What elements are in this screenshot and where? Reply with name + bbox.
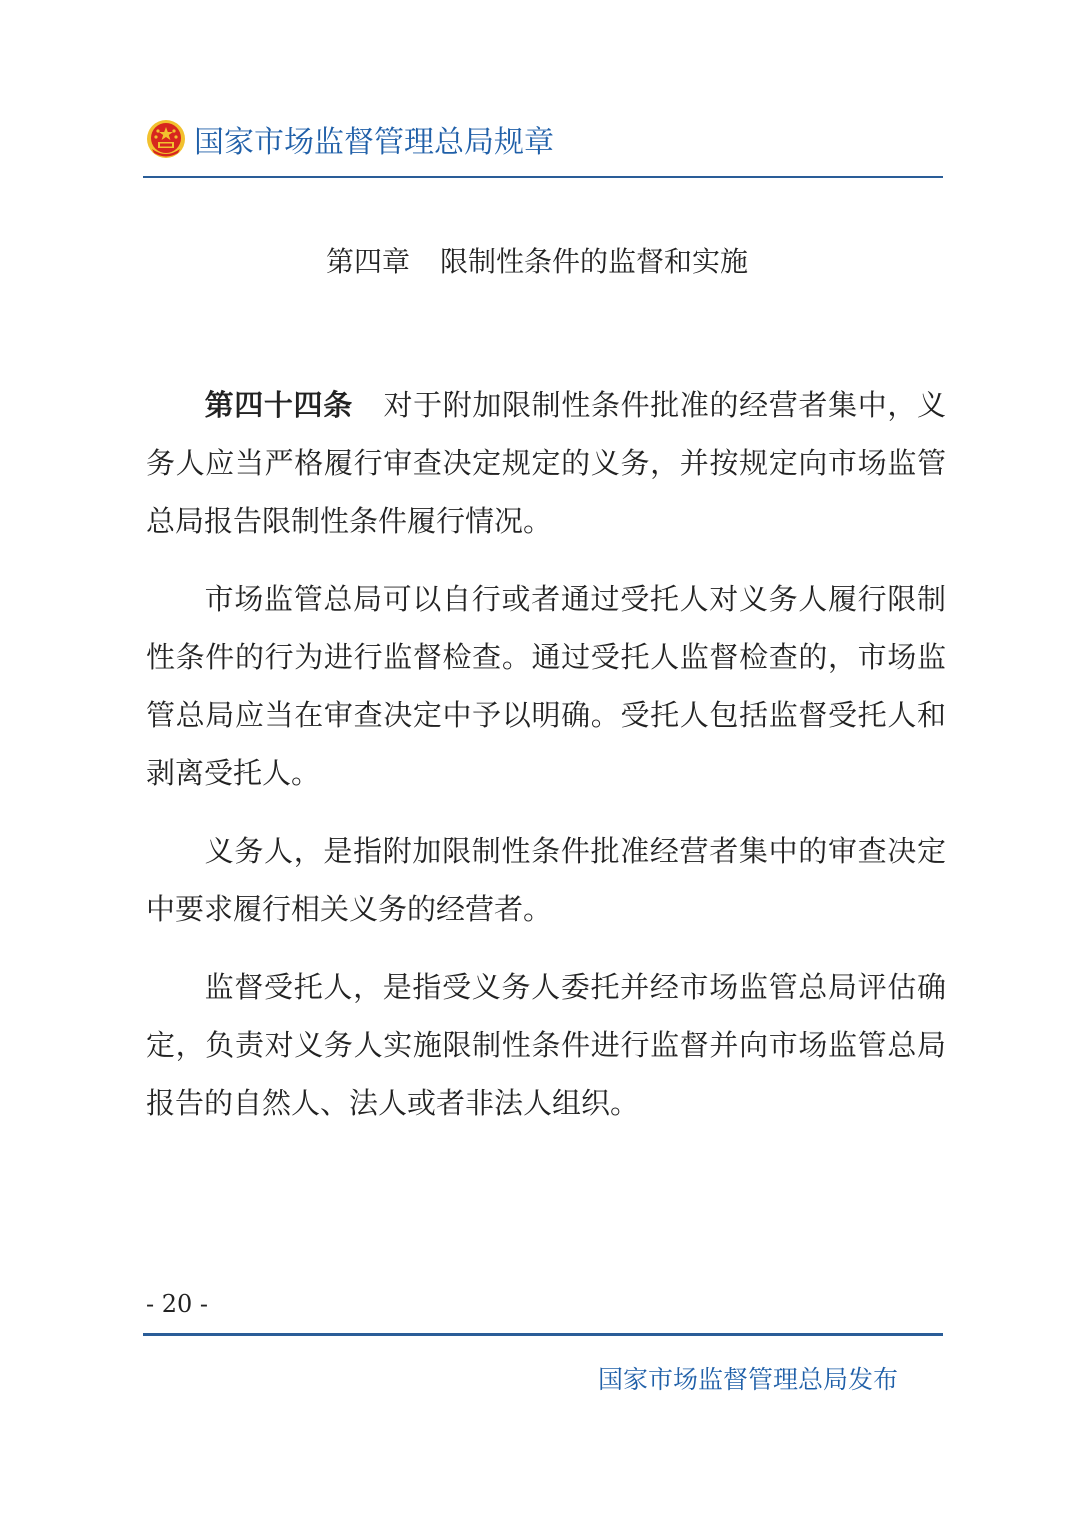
footer-divider xyxy=(143,1333,943,1336)
footer-publisher: 国家市场监督管理总局发布 xyxy=(597,1365,898,1394)
header-divider xyxy=(143,176,943,178)
article-paragraph xyxy=(146,376,946,550)
document-header xyxy=(146,116,554,162)
paragraph-text: 监督受托人，是指受义务人委托并经市场监管总局评估确定，负责对义务人实施限制性条件进行监督并向市场监管总局报告的自然人、法人或者非法人组织。 xyxy=(146,970,946,1120)
body-paragraph xyxy=(146,958,946,1132)
chapter-number: 第四章 xyxy=(325,245,410,278)
header-title: 国家市场监督管理总局规章 xyxy=(194,125,554,160)
article-text: 对于附加限制性条件批准的经营者集中，义务人应当严格履行审查决定规定的义务，并按规定向市场监管总局报告限制性条件履行情况。 xyxy=(146,388,946,538)
paragraph-text: 市场监管总局可以自行或者通过受托人对义务人履行限制性条件的行为进行监督检查。通过受托人监督检查的，市场监管总局应当在审查决定中予以明确。受托人包括监督受托人和剥离受托人。 xyxy=(146,582,946,790)
body-paragraph xyxy=(146,570,946,802)
paragraph-text: 义务人，是指附加限制性条件批准经营者集中的审查决定中要求履行相关义务的经营者。 xyxy=(146,834,946,926)
page-number: - 20 - xyxy=(146,1290,209,1318)
body-paragraph xyxy=(146,822,946,938)
chapter-title xyxy=(0,240,1074,280)
chapter-name: 限制性条件的监督和实施 xyxy=(440,245,749,278)
article-number: 第四十四条 xyxy=(204,388,353,422)
national-emblem-icon xyxy=(146,119,186,159)
